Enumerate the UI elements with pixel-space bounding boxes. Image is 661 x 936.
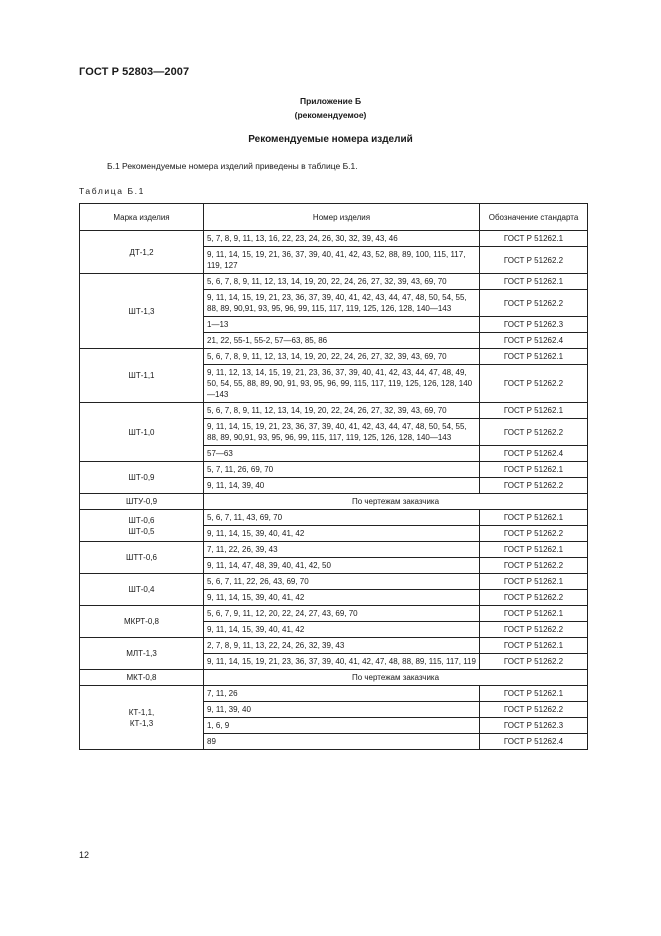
product-numbers-cell: 5, 7, 11, 26, 69, 70 (204, 462, 480, 478)
product-numbers-cell: 5, 6, 7, 8, 9, 11, 12, 13, 14, 19, 20, 22, 24, 26, 27, 32, 39, 43, 69, 70 (204, 403, 480, 419)
product-mark-label: ШТ-1,0 (128, 427, 155, 437)
product-mark-label: ШТТ-0,6 (126, 553, 157, 562)
standard-code-cell: ГОСТ Р 51262.1 (480, 462, 588, 478)
product-numbers-cell: 9, 11, 14, 15, 19, 21, 23, 36, 37, 39, 40, 41, 42, 47, 48, 88, 89, 115, 117, 119 (204, 654, 480, 670)
standard-code-cell: ГОСТ Р 51262.1 (480, 231, 588, 247)
product-numbers-cell: 89 (204, 734, 480, 750)
product-mark-cell (80, 542, 204, 574)
document-code: ГОСТ Р 52803—2007 (79, 66, 190, 78)
appendix-title: Приложение Б (299, 96, 362, 106)
table-row (80, 231, 588, 247)
standard-code-cell: ГОСТ Р 51262.4 (480, 734, 588, 750)
product-mark-cell: ШТУ-0,9 (80, 494, 204, 510)
standard-code-cell: ГОСТ Р 51262.2 (480, 247, 588, 274)
table-row (80, 574, 588, 590)
product-numbers-cell: 1, 6, 9 (204, 718, 480, 734)
product-mark-cell (80, 606, 204, 638)
product-mark-label: ДТ-1,2 (129, 247, 154, 257)
product-mark-label: МКРТ-0,8 (124, 617, 159, 626)
product-mark-cell (80, 231, 204, 274)
standard-code-cell: ГОСТ Р 51262.1 (480, 403, 588, 419)
standard-code-cell: ГОСТ Р 51262.2 (480, 526, 588, 542)
product-numbers-cell: 9, 11, 12, 13, 14, 15, 19, 21, 23, 36, 37, 39, 40, 41, 42, 43, 44, 47, 48, 49, 50, 54, 55, 88, 89, 90, 91, 93, 95, 96, 99, 115, 117, 119, 125, 126, 128, 140—143 (204, 365, 480, 403)
product-numbers-cell: 9, 11, 14, 15, 19, 21, 36, 37, 39, 40, 41, 42, 43, 52, 88, 89, 100, 115, 117, 119, 127 (204, 247, 480, 274)
standard-code-cell: ГОСТ Р 51262.1 (480, 349, 588, 365)
product-numbers-cell: 9, 11, 14, 39, 40 (204, 478, 480, 494)
product-mark-label: ШТ-0,9 (128, 473, 155, 482)
product-numbers-cell: 9, 11, 14, 15, 39, 40, 41, 42 (204, 590, 480, 606)
product-numbers-cell: 9, 11, 14, 47, 48, 39, 40, 41, 42, 50 (204, 558, 480, 574)
product-mark-cell (80, 638, 204, 670)
standard-code-cell: ГОСТ Р 51262.1 (480, 542, 588, 558)
table-body (80, 231, 588, 750)
product-numbers-cell: 9, 11, 39, 40 (204, 702, 480, 718)
product-mark-label: ШТ-1,1 (128, 371, 155, 380)
product-numbers-cell: 9, 11, 14, 15, 19, 21, 23, 36, 37, 39, 40, 41, 42, 43, 44, 47, 48, 50, 54, 55, 88, 89, 90,91, 93, 95, 96, 99, 115, 117, 119, 125, 126, 128, 140—143 (204, 419, 480, 446)
table-row (80, 606, 588, 622)
product-mark-cell (80, 349, 204, 403)
table-caption: Таблица Б.1 (79, 186, 145, 196)
standard-code-cell: ГОСТ Р 51262.2 (480, 622, 588, 638)
table-row (80, 510, 588, 526)
product-mark-label: ШТ-0,5 (128, 526, 155, 536)
product-mark-cell (80, 274, 204, 349)
page-number: 12 (79, 850, 90, 860)
table-header-row (80, 204, 588, 231)
standard-code-cell: ГОСТ Р 51262.3 (480, 317, 588, 333)
product-numbers-cell: 5, 6, 7, 11, 22, 26, 43, 69, 70 (204, 574, 480, 590)
standard-code-cell: ГОСТ Р 51262.2 (480, 558, 588, 574)
product-numbers-cell: 21, 22, 55-1, 55-2, 57—63, 85, 86 (204, 333, 480, 349)
product-numbers-cell: 5, 6, 7, 8, 9, 11, 12, 13, 14, 19, 20, 22, 24, 26, 27, 32, 39, 43, 69, 70 (204, 349, 480, 365)
products-table (79, 203, 588, 750)
table-row (80, 462, 588, 478)
product-mark-cell (80, 574, 204, 606)
table-row (80, 542, 588, 558)
product-numbers-cell: 57—63 (204, 446, 480, 462)
product-numbers-cell: 5, 6, 7, 9, 11, 12, 20, 22, 24, 27, 43, 69, 70 (204, 606, 480, 622)
product-mark-cell: МКТ-0,8 (80, 670, 204, 686)
product-mark-label: ШТ-0,6 (128, 515, 155, 525)
product-numbers-cell: 5, 7, 8, 9, 11, 13, 16, 22, 23, 24, 26, 30, 32, 39, 43, 46 (204, 231, 480, 247)
product-mark-cell (80, 510, 204, 542)
product-numbers-cell: 9, 11, 14, 15, 39, 40, 41, 42 (204, 622, 480, 638)
product-numbers-cell: 7, 11, 22, 26, 39, 43 (204, 542, 480, 558)
customer-drawings-cell: По чертежам заказчика (204, 494, 588, 510)
standard-code-cell: ГОСТ Р 51262.1 (480, 638, 588, 654)
standard-code-cell: ГОСТ Р 51262.1 (480, 606, 588, 622)
standard-code-cell: ГОСТ Р 51262.4 (480, 333, 588, 349)
column-header-mark: Марка изделия (80, 204, 204, 231)
column-header-number: Номер изделия (204, 204, 480, 231)
section-title: Рекомендуемые номера изделий (248, 134, 413, 145)
standard-code-cell: ГОСТ Р 51262.2 (480, 419, 588, 446)
intro-paragraph: Б.1 Рекомендуемые номера изделий приведены в таблице Б.1. (107, 161, 358, 171)
product-numbers-cell: 5, 6, 7, 11, 43, 69, 70 (204, 510, 480, 526)
standard-code-cell: ГОСТ Р 51262.2 (480, 654, 588, 670)
table-row (80, 638, 588, 654)
standard-code-cell: ГОСТ Р 51262.2 (480, 590, 588, 606)
standard-code-cell: ГОСТ Р 51262.2 (480, 478, 588, 494)
product-numbers-cell: 2, 7, 8, 9, 11, 13, 22, 24, 26, 32, 39, 43 (204, 638, 480, 654)
table-row (80, 274, 588, 290)
standard-code-cell: ГОСТ Р 51262.2 (480, 365, 588, 403)
product-mark-label: МЛТ-1,3 (126, 649, 157, 658)
customer-drawings-cell: По чертежам заказчика (204, 670, 588, 686)
product-mark-label: ШТ-1,3 (128, 306, 155, 316)
product-numbers-cell: 7, 11, 26 (204, 686, 480, 702)
table-row (80, 686, 588, 702)
table-row (80, 494, 588, 510)
appendix-subtitle: (рекомендуемое) (294, 110, 367, 120)
product-mark-label: КТ-1,1, (128, 707, 155, 717)
standard-code-cell: ГОСТ Р 51262.2 (480, 290, 588, 317)
standard-code-cell: ГОСТ Р 51262.2 (480, 702, 588, 718)
product-numbers-cell: 9, 11, 14, 15, 19, 21, 23, 36, 37, 39, 40, 41, 42, 43, 44, 47, 48, 50, 54, 55, 88, 89, 90,91, 93, 95, 96, 99, 115, 117, 119, 125, 126, 128, 140—143 (204, 290, 480, 317)
table-row (80, 403, 588, 419)
product-numbers-cell: 9, 11, 14, 15, 39, 40, 41, 42 (204, 526, 480, 542)
table-row (80, 349, 588, 365)
standard-code-cell: ГОСТ Р 51262.1 (480, 574, 588, 590)
product-numbers-cell: 5, 6, 7, 8, 9, 11, 12, 13, 14, 19, 20, 22, 24, 26, 27, 32, 39, 43, 69, 70 (204, 274, 480, 290)
product-mark-cell (80, 403, 204, 462)
product-mark-label: ШТ-0,4 (128, 585, 155, 594)
standard-code-cell: ГОСТ Р 51262.1 (480, 686, 588, 702)
product-mark-label: КТ-1,3 (129, 718, 154, 728)
column-header-standard: Обозначение стандарта (480, 204, 588, 231)
product-mark-cell (80, 686, 204, 750)
standard-code-cell: ГОСТ Р 51262.4 (480, 446, 588, 462)
standard-code-cell: ГОСТ Р 51262.1 (480, 274, 588, 290)
standard-code-cell: ГОСТ Р 51262.3 (480, 718, 588, 734)
standard-code-cell: ГОСТ Р 51262.1 (480, 510, 588, 526)
table-row (80, 670, 588, 686)
product-numbers-cell: 1—13 (204, 317, 480, 333)
product-mark-cell (80, 462, 204, 494)
